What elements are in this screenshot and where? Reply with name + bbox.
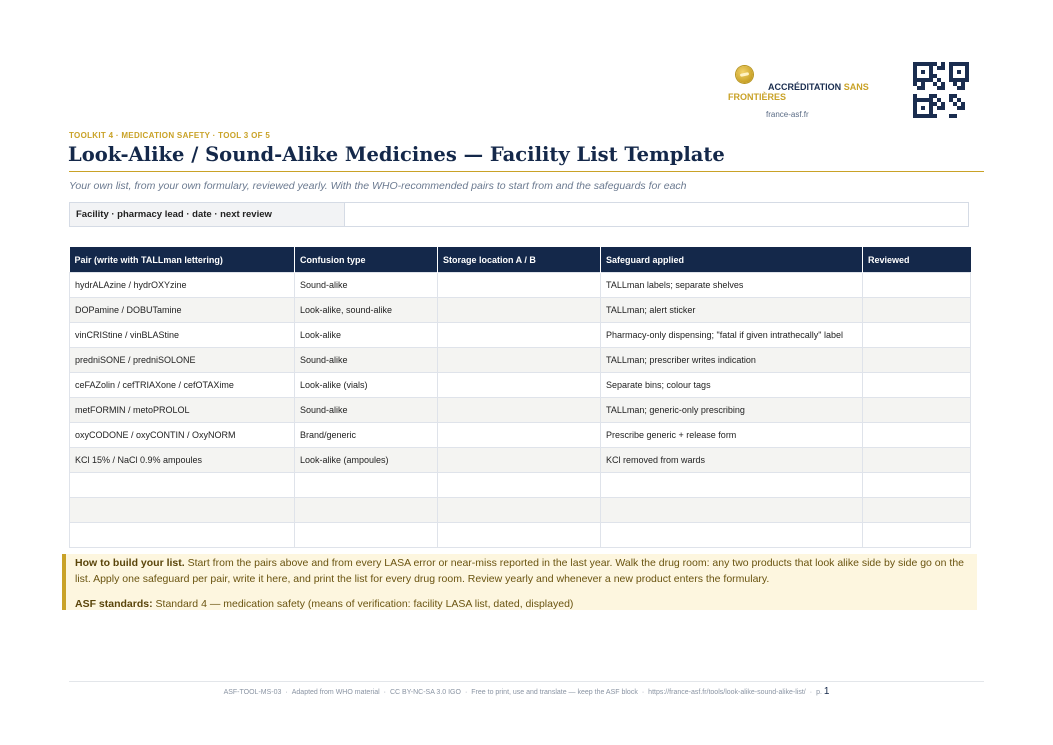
table-cell[interactable]: Sound-alike: [295, 273, 438, 298]
table-cell[interactable]: KCl 15% / NaCl 0.9% ampoules: [70, 448, 295, 473]
table-cell[interactable]: TALLman; prescriber writes indication: [601, 348, 863, 373]
column-header: Reviewed: [863, 247, 971, 273]
table-cell[interactable]: [438, 323, 601, 348]
table-cell[interactable]: [863, 398, 971, 423]
table-cell[interactable]: TALLman labels; separate shelves: [601, 273, 863, 298]
table-cell[interactable]: Look-alike, sound-alike: [295, 298, 438, 323]
table-row: [70, 348, 971, 373]
table-cell[interactable]: [438, 498, 601, 523]
table-cell[interactable]: [863, 523, 971, 548]
table-cell[interactable]: TALLman; generic-only prescribing: [601, 398, 863, 423]
table-cell[interactable]: oxyCODONE / oxyCONTIN / OxyNORM: [70, 423, 295, 448]
qr-code-icon[interactable]: [913, 62, 969, 118]
table-row: [70, 523, 971, 548]
table-cell[interactable]: [601, 473, 863, 498]
table-cell[interactable]: predniSONE / predniSOLONE: [70, 348, 295, 373]
table-cell[interactable]: vinCRIStine / vinBLAStine: [70, 323, 295, 348]
table-cell[interactable]: [438, 273, 601, 298]
page-footer: ASF-TOOL-MS-03 · Adapted from WHO material · CC BY-NC-SA 3.0 IGO · Free to print, use and translate — keep the ASF block · https://france-asf.fr/tools/look-alike-sound-alike-list/ · p. 1: [223, 686, 830, 697]
page-subtitle: Your own list, from your own formulary, reviewed yearly. With the WHO-recommended pairs to start from and the safeguards for each: [69, 180, 687, 192]
brand-url[interactable]: france-asf.fr: [766, 110, 809, 119]
column-header: Safeguard applied: [601, 247, 863, 273]
table-cell[interactable]: [438, 373, 601, 398]
build-instructions: [75, 555, 977, 587]
table-cell[interactable]: [863, 473, 971, 498]
table-cell[interactable]: DOPamine / DOBUTamine: [70, 298, 295, 323]
column-header: Confusion type: [295, 247, 438, 273]
facility-input[interactable]: [345, 203, 968, 226]
table-cell[interactable]: [70, 473, 295, 498]
title-divider: [69, 171, 984, 172]
table-cell[interactable]: Pharmacy-only dispensing; "fatal if given intrathecally" label: [601, 323, 863, 348]
table-cell[interactable]: [863, 373, 971, 398]
table-cell[interactable]: [863, 448, 971, 473]
guidance-note: [62, 554, 977, 610]
brand-name-main: ACCRÉDITATION: [768, 82, 842, 92]
table-cell[interactable]: [438, 523, 601, 548]
table-cell[interactable]: Sound-alike: [295, 398, 438, 423]
table-cell[interactable]: [70, 523, 295, 548]
table-cell[interactable]: [438, 398, 601, 423]
table-row: [70, 448, 971, 473]
table-cell[interactable]: metFORMIN / metoPROLOL: [70, 398, 295, 423]
table-cell[interactable]: KCl removed from wards: [601, 448, 863, 473]
brand-name: [728, 82, 878, 102]
table-cell[interactable]: ceFAZolin / cefTRIAXone / cefOTAXime: [70, 373, 295, 398]
table-cell[interactable]: Sound-alike: [295, 348, 438, 373]
table-row: [70, 323, 971, 348]
standards-text: Standard 4 — medication safety (means of verification: facility LASA list, dated, displayed): [155, 598, 574, 610]
footer-divider: [69, 681, 984, 682]
footer-usage: Free to print, use and translate — keep the ASF block: [471, 689, 638, 696]
table-cell[interactable]: [863, 498, 971, 523]
table-row: [70, 473, 971, 498]
page-title: Look-Alike / Sound-Alike Medicines — Facility List Template: [68, 143, 725, 166]
table-cell[interactable]: [438, 473, 601, 498]
table-cell[interactable]: [601, 523, 863, 548]
footer-page-label: p.: [816, 689, 822, 696]
footer-doc-id: ASF-TOOL-MS-03: [223, 689, 282, 696]
table-cell[interactable]: Look-alike: [295, 323, 438, 348]
table-cell[interactable]: [438, 423, 601, 448]
table-cell[interactable]: Look-alike (vials): [295, 373, 438, 398]
table-row: [70, 398, 971, 423]
table-cell[interactable]: [438, 348, 601, 373]
facility-label: Facility · pharmacy lead · date · next review: [70, 203, 345, 226]
table-row: [70, 373, 971, 398]
table-cell[interactable]: [863, 273, 971, 298]
table-cell[interactable]: [863, 348, 971, 373]
table-cell[interactable]: [295, 473, 438, 498]
standards-label: ASF standards:: [75, 598, 153, 610]
table-row: [70, 298, 971, 323]
table-cell[interactable]: Separate bins; colour tags: [601, 373, 863, 398]
table-cell[interactable]: Brand/generic: [295, 423, 438, 448]
table-row: [70, 498, 971, 523]
column-header: Storage location A / B: [438, 247, 601, 273]
footer-url[interactable]: https://france-asf.fr/tools/look-alike-sound-alike-list/: [648, 689, 806, 696]
table-cell[interactable]: Look-alike (ampoules): [295, 448, 438, 473]
globe-seal-icon: [736, 66, 753, 83]
table-cell[interactable]: [863, 323, 971, 348]
table-cell[interactable]: [863, 298, 971, 323]
table-cell[interactable]: TALLman; alert sticker: [601, 298, 863, 323]
lasa-table: [69, 247, 971, 548]
table-cell[interactable]: [295, 523, 438, 548]
table-cell[interactable]: [863, 423, 971, 448]
table-row: [70, 273, 971, 298]
footer-page-number: 1: [823, 686, 830, 697]
brand-name-accent-2: FRONTIÈRES: [728, 92, 787, 102]
table-cell[interactable]: [438, 298, 601, 323]
facility-field: [69, 202, 969, 227]
table-cell[interactable]: Prescribe generic + release form: [601, 423, 863, 448]
table-cell[interactable]: [295, 498, 438, 523]
table-cell[interactable]: [601, 498, 863, 523]
table-header-row: [70, 247, 971, 273]
footer-source: Adapted from WHO material: [291, 689, 380, 696]
table-cell[interactable]: hydrALAzine / hydrOXYzine: [70, 273, 295, 298]
build-label: How to build your list.: [75, 557, 185, 569]
table-cell[interactable]: [438, 448, 601, 473]
table-row: [70, 423, 971, 448]
table-cell[interactable]: [70, 498, 295, 523]
footer-license: CC BY-NC-SA 3.0 IGO: [390, 689, 461, 696]
build-text: Start from the pairs above and from every LASA error or near-miss reported in the last year. Walk the drug room: any two products that look alike side by side go on the list. Apply one safeguard per pair, write it here, and print the list for every drug room. Review yearly and whenever a new product enters the formulary.: [75, 557, 964, 585]
column-header: Pair (write with TALLman lettering): [70, 247, 295, 273]
brand-name-accent-1: SANS: [843, 82, 869, 92]
standards-reference: [75, 596, 977, 612]
toolkit-kicker: TOOLKIT 4 · MEDICATION SAFETY · TOOL 3 OF 5: [69, 131, 271, 140]
